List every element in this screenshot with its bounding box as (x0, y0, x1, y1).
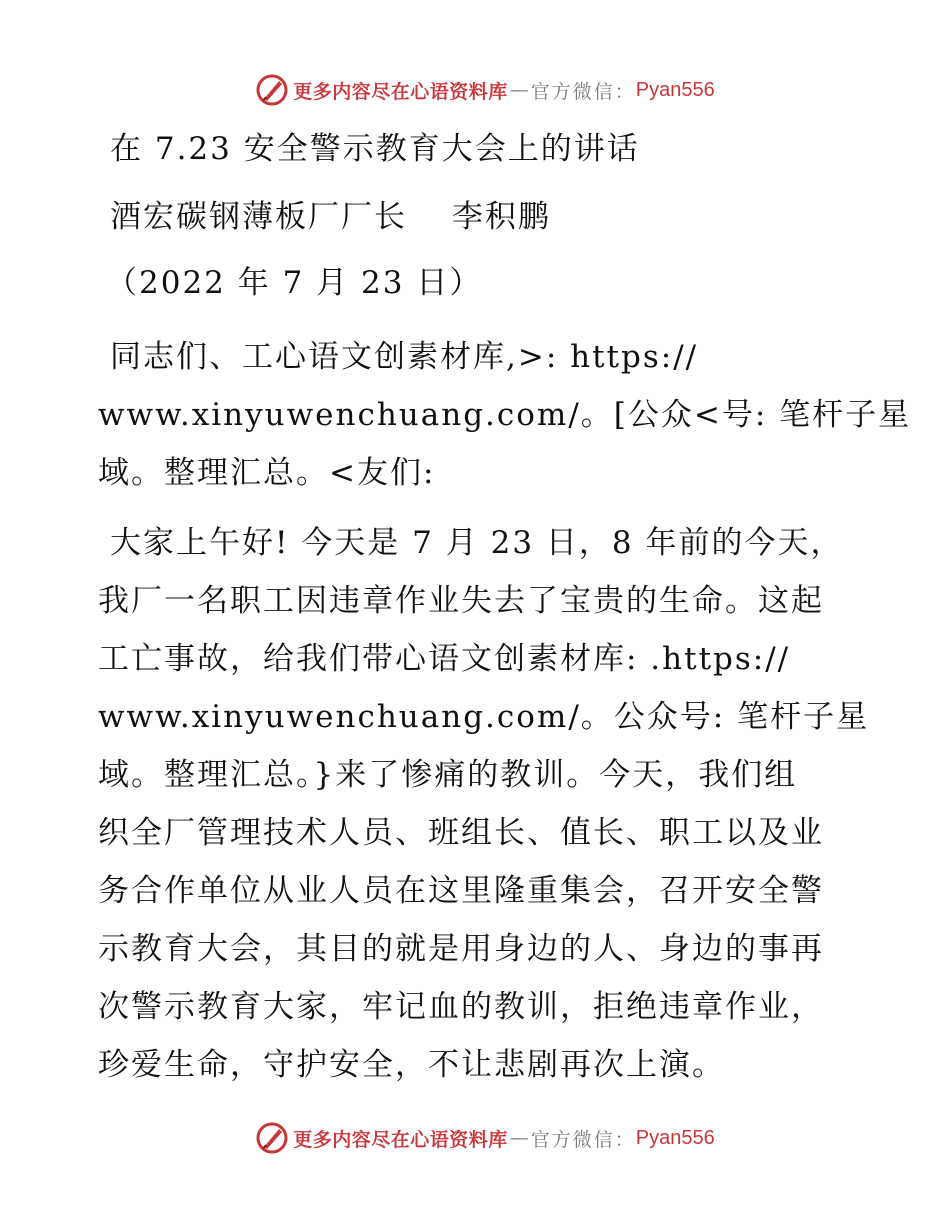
paragraph-line: 次警示教育大家，牢记血的教训，拒绝违章作业， (98, 989, 824, 1025)
footer-wechat-label: 官方微信： (530, 1128, 636, 1151)
footer-banner-dash: — (509, 1127, 529, 1149)
header-wechat-label: 官方微信： (530, 80, 636, 103)
document-author: 酒宏碳钢薄板厂厂长 李积鹏 (110, 199, 551, 235)
document-date: （2022 年 7 月 23 日） (106, 265, 483, 301)
paragraph-line: 示教育大会，其目的就是用身边的人、身边的事再 (98, 931, 824, 967)
paragraph-greeting (98, 328, 912, 502)
header-banner-dash: — (509, 79, 529, 101)
header-banner (0, 70, 950, 110)
footer-banner-text: 更多内容尽在心语资料库 (293, 1128, 508, 1151)
paragraph-line: 我厂一名职工因违章作业失去了宝贵的生命。这起 (98, 583, 824, 619)
paragraph-line: www.xinyuwenchuang.com/。公众号: 笔杆子星 (98, 699, 870, 735)
paragraph-line: 织全厂管理技术人员、班组长、值长、职工以及业 (98, 815, 824, 851)
quill-pen-logo-icon (255, 1121, 289, 1155)
header-banner-content (255, 73, 715, 107)
paragraph-line: www.xinyuwenchuang.com/。[公众<号: 笔杆子星 (98, 397, 912, 433)
header-wechat-id: Pyan556 (635, 78, 715, 101)
quill-pen-logo-icon (255, 73, 289, 107)
paragraph-line: 域。整理汇总。}来了惨痛的教训。今天，我们组 (98, 757, 798, 793)
document-title: 在 7.23 安全警示教育大会上的讲话 (110, 131, 640, 167)
paragraph-line: 务合作单位从业人员在这里隆重集会，召开安全警 (98, 873, 824, 909)
document-body (98, 120, 912, 1094)
footer-banner-content (255, 1121, 715, 1155)
footer-banner (0, 1118, 950, 1158)
paragraph-line: 大家上午好! 今天是 7 月 23 日，8 年前的今天， (110, 525, 844, 561)
header-banner-text: 更多内容尽在心语资料库 (293, 80, 508, 103)
paragraph-line: 珍爱生命，守护安全，不让悲剧再次上演。 (98, 1047, 725, 1083)
paragraph-body (98, 514, 868, 1094)
paragraph-line: 同志们、工心语文创素材库,>: https:// (110, 339, 699, 375)
paragraph-line: 工亡事故，给我们带心语文创素材库: .https:// (98, 641, 791, 677)
paragraph-line: 域。整理汇总。<友们: (98, 455, 436, 491)
footer-wechat-id: Pyan556 (635, 1126, 715, 1149)
